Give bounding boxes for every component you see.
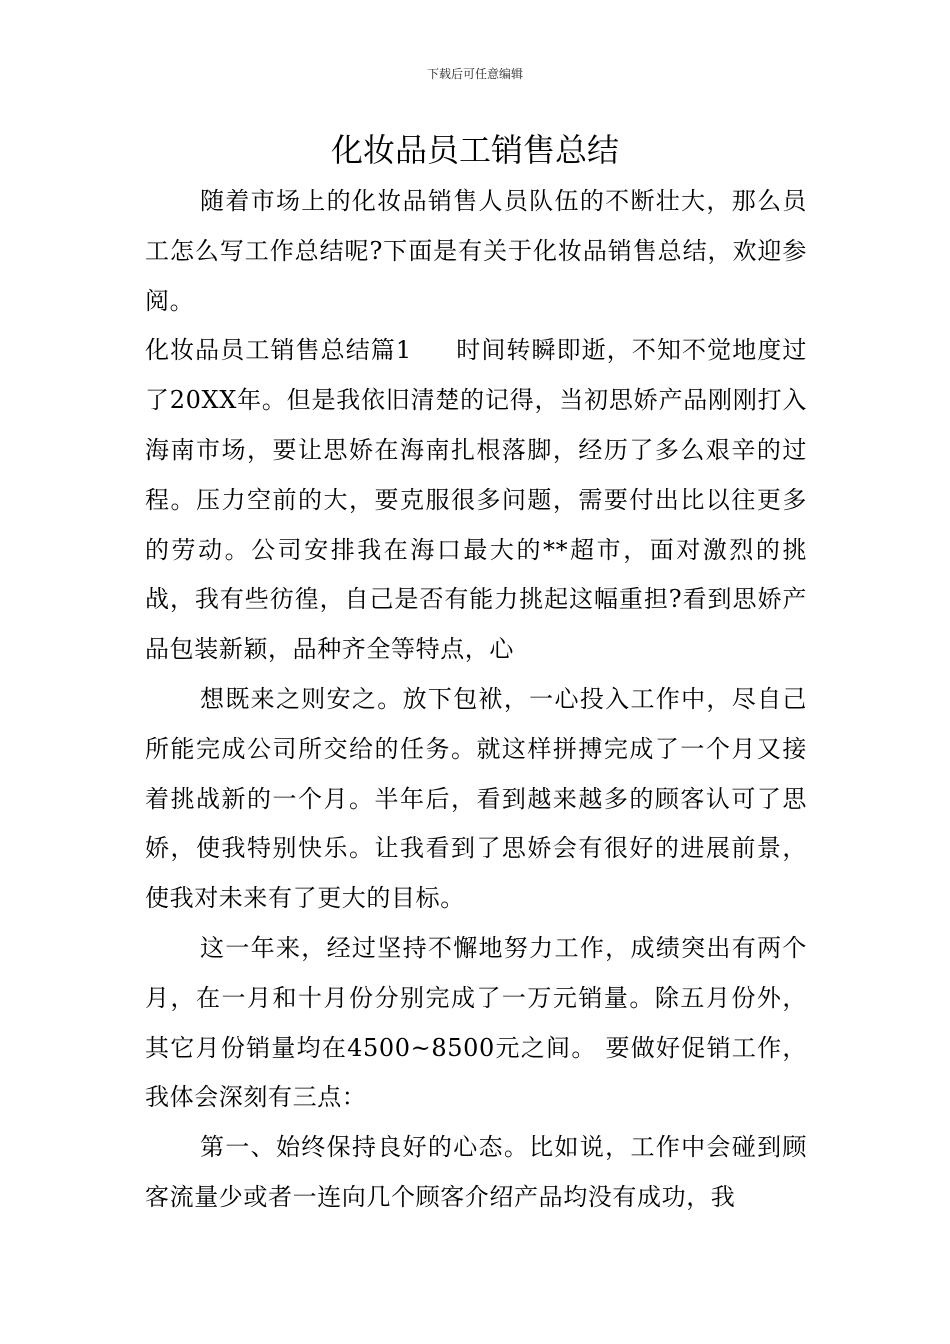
- header-note: 下载后可任意编辑: [426, 67, 523, 81]
- intro-paragraph: 随着市场上的化妆品销售人员队伍的不断壮大，那么员工怎么写工作总结呢?下面是有关于化妆品销售总结，欢迎参阅。: [145, 187, 807, 315]
- section-1-text: 时间转瞬即逝，不知不觉地度过了20XX年。但是我依旧清楚的记得，当初思娇产品刚刚打入海南市场，要让思娇在海南扎根落脚，经历了多么艰辛的过程。压力空前的大，要克服很多问题，需要付出比以往更多的劳动。公司安排我在海口最大的**超市，面对激烈的挑战，我有些彷徨，自己是否有能力挑起这幅重担?看到思娇产品包装新颖，品种齐全等特点，心: [145, 336, 808, 664]
- section-1-paragraph: [145, 326, 807, 675]
- body-paragraph: 想既来之则安之。放下包袱，一心投入工作中，尽自己所能完成公司所交给的任务。就这样拼搏完成了一个月又接着挑战新的一个月。半年后，看到越来越多的顾客认可了思娇，使我特别快乐。让我看到了思娇会有很好的进展前景，使我对未来有了更大的目标。: [145, 684, 807, 913]
- section-label: 化妆品员工销售总结篇1: [145, 336, 412, 365]
- document-title: 化妆品员工销售总结: [330, 131, 619, 169]
- body-paragraph: 这一年来，经过坚持不懈地努力工作，成绩突出有两个月，在一月和十月份分别完成了一万元销量。除五月份外，其它月份销量均在4500~8500元之间。 要做好促销工作，我体会深刻有三点：: [145, 933, 807, 1112]
- body-paragraph: 第一、始终保持良好的心态。比如说，工作中会碰到顾客流量少或者一连向几个顾客介绍产品均没有成功，我: [145, 1133, 807, 1211]
- document-body: [145, 177, 807, 1223]
